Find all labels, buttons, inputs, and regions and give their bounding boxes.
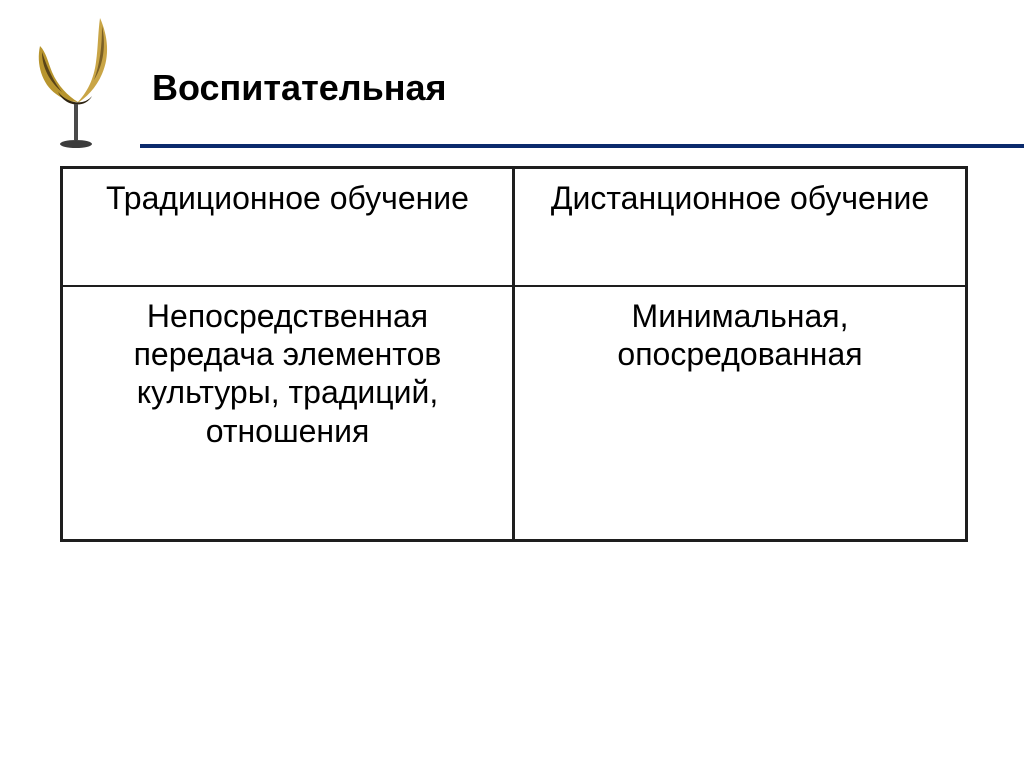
cell-traditional-value: [62, 286, 514, 541]
cell-distance-value: [514, 286, 967, 541]
decorative-cup-icon: [28, 12, 124, 152]
header-cell-distance: [514, 168, 967, 286]
table-header-row: [62, 168, 967, 286]
header-cell-traditional: [62, 168, 514, 286]
slide-title: Воспитательная: [152, 67, 447, 108]
table-row: [62, 286, 967, 541]
title-divider: [140, 144, 1024, 148]
comparison-table: [60, 166, 968, 542]
cell-text-traditional: Непосредственная передача элементов культуры, традиций, отношения: [133, 297, 442, 449]
header-label-traditional: Традиционное обучение: [106, 180, 469, 216]
cell-text-distance: Минимальная, опосредованная: [617, 297, 863, 372]
header-label-distance: Дистанционное обучение: [550, 180, 930, 216]
